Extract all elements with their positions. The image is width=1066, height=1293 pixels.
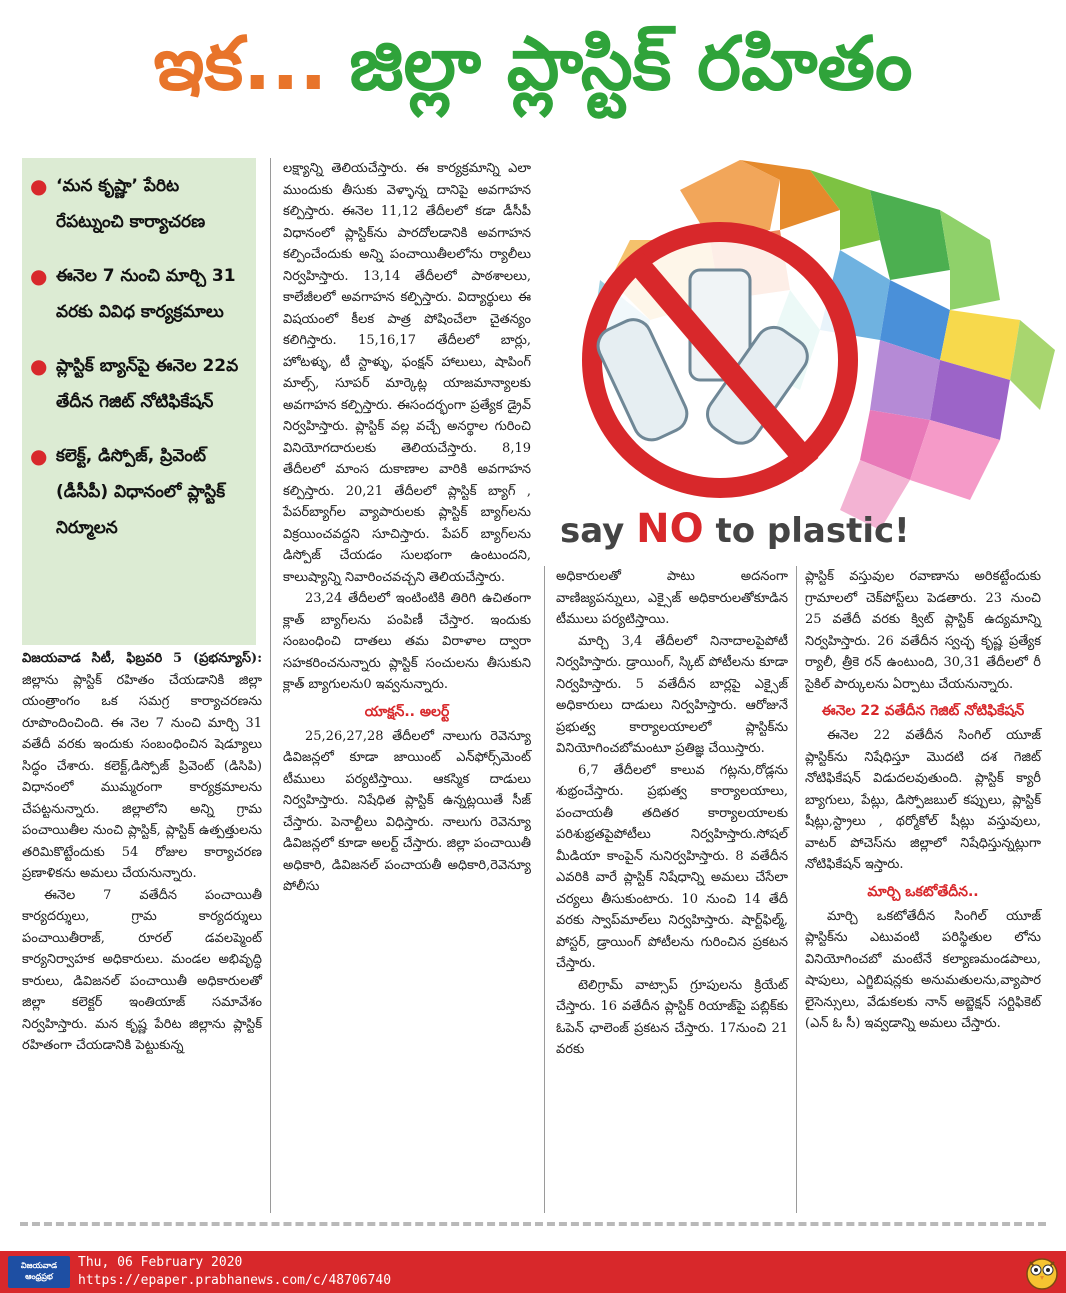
newspaper-logo — [8, 1256, 70, 1288]
logo-title: ఆంధ్రప్రభ — [25, 1272, 53, 1281]
say-no-slogan — [560, 506, 910, 552]
article-paragraph: ఈనెల 22 వతేదీన సింగిల్ యూజ్ ప్లాస్టిక్‌ను నిషేధిస్తూ మొదటి దశ గెజిట్ నోటిఫికేషన్ విడుదలవుతుంది. ప్లాస్టిక్ క్యారీ బ్యాగులు, పేట్లు, డిస్పోజబుల్ కప్పులు, ప్లాస్టిక్ షీట్లు,స్ట్రాలు , థర్మోకోల్ షీట్లు వస్తువులు, వాటర్ పోచెస్‌ను జిల్లాలో నిషేధిస్తున్నట్లుగా నోటిఫికేషన్ ఇస్తారు. — [805, 728, 1041, 872]
district-map-icon — [540, 150, 1060, 560]
column-divider — [796, 566, 797, 1213]
highlight-item — [30, 438, 250, 546]
subheading: మార్చి ఒకటోతేదీన.. — [867, 883, 979, 900]
highlight-text: ప్లాస్టిక్ బ్యాన్‌పై ఈనెల 22వ తేదీన గెజిట్ నోటిఫికేషన్ — [56, 356, 239, 412]
article-paragraph — [22, 648, 262, 885]
article-paragraph: 25,26,27,28 తేదీలలో నాలుగు రెవెన్యూ డివిజన్లలో కూడా జాయింట్ ఎన్‌ఫోర్స్‌మెంట్ టీములు పర్యటిస్తాయి. ఆకస్మిక దాడులు నిర్వహిస్తారు. నిషేధిత ప్లాస్టిక్ ఉన్నట్లయితే సీజ్ చేస్తారు. పెనాల్టీలు విధిస్తారు. నాలుగు రెవెన్యూ డివిజన్లలో కూడా అలర్ట్ చేస్తారు. జిల్లా పంచాయితీ అధికారి, డివిజనల్ పంచాయతీ అధికారి,రెవెన్యూ పోలీసు — [283, 728, 531, 894]
bullet-icon: ● — [30, 354, 48, 378]
headline-part1: ఇక... — [153, 21, 328, 107]
no-plastic-illustration — [540, 150, 1060, 560]
bullet-icon: ● — [30, 264, 48, 288]
article-paragraph: 6,7 తేదీలలో కాలువ గట్లను,రోడ్లను శుభ్రంచేస్తారు. ప్రభుత్వ కార్యాలయాలు, పంచాయతీ తదితర కార్యాలయాలకు పరిశుభ్రతపైపోటీలు నిర్వహిస్తారు.సోషల్ మీడియా కాంపైన్ నునిర్వహిస్తారు. 8 వతేదీన ఎవరికి వారే ప్లాస్టిక్ నిషేధాన్ని అమలు చేసేలా చర్యలు తీసుకుంటారు. 10 నుంచి 14 తేదీ వరకు స్వాప్‌మాల్‌లు నిర్వహిస్తారు. షార్ట్‌ఫిల్మ్, పోస్టర్, డ్రాయింగ్ పోటీలను గురించిన ప్రకటన చేస్తారు. — [556, 762, 788, 971]
bullet-icon: ● — [30, 174, 48, 198]
epaper-footer — [0, 1251, 1066, 1293]
page-end-rule — [20, 1222, 1046, 1226]
article-paragraph: ఈనెల 7 వతేదీన పంచాయితీ కార్యదర్శులు, గ్రామ కార్యదర్శులు పంచాయితీరాజ్, రూరల్ డవలప్మెంట్ కార్యనిర్వాహక అధికారులు. మండల అభివృద్ధి కారులు, డివిజనల్ పంచాయితీ అధికారులతో జిల్లా కలెక్టర్ ఇంతియాజ్ సమావేశం నిర్వహిస్తారు. మన కృష్ణ పేరిట జిల్లాను ప్లాస్టిక్ రహితంగా చేయడానికి పెట్టుకున్న — [22, 887, 262, 1053]
article-paragraph: టెలిగ్రామ్ వాట్సాప్ గ్రూపులను క్రియేట్ చేస్తారు. 16 వతేదీన ప్లాస్టిక్ రియాజ్‌పై పబ్లిక్‌కు ఓపెన్ ఛాలెంజ్ ప్రకటన చేస్తారు. 17నుంచి 21 వరకు — [556, 977, 788, 1057]
highlights-box — [22, 158, 256, 645]
column-divider — [544, 566, 545, 1213]
highlight-text: ‘మన కృష్ణా’ పేరిట రేపట్నుంచి కార్యాచరణ — [56, 176, 206, 232]
article-paragraph: లక్ష్యాన్ని తెలియచేస్తారు. ఈ కార్యక్రమాన్ని ఎలా ముందుకు తీసుకు వెళ్ళాన్న దానిపై అవగాహన కల్పిస్తారు. ఈనెల 11,12 తేదీలలో కడా డీసీపీ విధానంలో ప్లాస్టిక్‌ను పారదోలడానికి అవగాహన కల్పించేందుకు అన్ని పంచాయితీలలోను ర్యాలీలు నిర్వహిస్తారు. 13,14 తేదీలలో పాఠశాలలు, కాలేజీలలో అవగాహన కల్పిస్తారు. విద్యార్థులు ఈ విషయంలో కీలక పాత్ర పోషించేలా చైతన్యం కలిగిస్తారు. 15,16,17 తేదీలలో బార్లు, హోటళ్ళు, టీ స్టాళ్ళు, ఫంక్షన్ హాలులు, షాపింగ్ మాల్స్, సూపర్ మార్కెట్ల యాజమాన్యాలకు అవగాహన కల్పిస్తారు. ఈసందర్భంగా ప్రత్యేక డ్రైవ్ నిర్వహిస్తారు. ప్లాస్టిక్ వల్ల వచ్చే అనర్థాల గురించి వినియోగదారులకు తెలియచేస్తారు. 8,19 తేదీలలో మాంస దుకాణాల వారికి అవగాహన కల్పిస్తారు. 20,21 తేదీలలో ప్లాస్టిక్ బ్యాగ్ , పేపర్‌బ్యాగ్‌ల వ్యాపారులకు ప్లాస్టిక్ బ్యాగ్‌లను విక్రయించవద్దని సూచిస్తారు. పేపర్ బ్యాగ్‌లను డిస్పోజ్ చేయడం సులభంగా ఉంటుందని, కాలుష్యాన్ని నివారించవచ్చని తెలియచేస్తారు. — [283, 161, 531, 585]
highlight-text: ఈనెల 7 నుంచి మార్చి 31 వరకు వివిధ కార్యక్రమాలు — [56, 266, 236, 322]
highlight-item — [30, 168, 250, 240]
article-column-3 — [556, 566, 788, 1061]
slogan-no: NO — [636, 506, 704, 552]
slogan-post: to plastic! — [703, 511, 910, 551]
headline-part2: జిల్లా ప్లాస్టిక్ రహితం — [349, 21, 913, 107]
highlight-text: కలెక్ట్, డిస్పోజ్, ప్రివెంట్ (డీసీపీ) విధానంలో ప్లాస్టిక్ నిర్మూలన — [56, 446, 226, 538]
article-paragraph: మార్చి ఒకటోతేదీన సింగిల్ యూజ్ ప్లాస్టిక్‌ను ఎటువంటి పరిస్థితుల లోను వినియోగించబో మంటేనే కల్యాణమండపాలు, షాపులు, ఎగ్జిబిషన్లకు అనుమతులను,వ్యాపార లైసెన్సులు, వేడుకలకు నాన్ అబ్జెక్షన్ సర్టిఫికెట్ (ఎన్ ఓ సీ) ఇవ్వడాన్ని అమలు చేస్తారు. — [805, 908, 1041, 1031]
footer-url[interactable]: https://epaper.prabhanews.com/c/48706740 — [78, 1273, 392, 1288]
highlight-item — [30, 258, 250, 330]
footer-meta — [78, 1254, 391, 1290]
article-paragraph: 23,24 తేదీలలో ఇంటింటికి తిరిగి ఉచితంగా క్లాత్ బ్యాగ్‌లను పంపిణీ చేస్తార. ఇందుకు సంబంధించి దాతలు తమ విరాళాల ద్వారా సహకరించనున్నారు ప్లాస్టిక్ సంచులను తీసుకుని క్లాత్ బ్యాగులను0 ఇవ్వనున్నారు. — [283, 591, 531, 692]
logo-edition: విజయవాడ — [20, 1261, 58, 1270]
article-paragraph: మార్చి 3,4 తేదీలలో నినాదాలపైపోటీ నిర్వహిస్తారు. డ్రాయింగ్, స్కిట్ పోటీలను కూడా నిర్వహిస్తారు. 5 వతేదీన బార్లపై ఎక్సైజ్ అధికారులు దాడులు నిర్వహిస్తారు. ఆరోజునే ప్రభుత్వ కార్యాలయాలలో ప్లాస్టిక్‌ను వినియోగించబోమంటూ ప్రతిజ్ఞ చేయిస్తారు. — [556, 633, 788, 756]
article-column-4 — [805, 566, 1041, 1035]
slogan-pre: say — [560, 511, 637, 551]
footer-date: Thu, 06 February 2020 — [78, 1255, 243, 1270]
article-paragraph: అధికారులతో పాటు అదనంగా వాణిజ్యపన్నులు, ఎక్సైజ్ అధికారులతోకూడిన టీములు పర్యటిస్తాయి. — [556, 569, 788, 627]
headline — [0, 0, 1066, 128]
article-paragraph: ప్లాస్టిక్ వస్తువుల రవాణాను అరికట్టేందుకు గ్రామాలలో చెక్‌పోస్ట్‌లు పెడతారు. 23 నుంచి 25 వతేదీ వరకు క్విట్ ప్లాస్టిక్ ఉద్యమాన్ని నిర్వహిస్తారు. 26 వతేదీన స్వచ్ఛ కృష్ణ ప్రత్యేక ర్యాలీ, త్రీకె రన్ ఉంటుంది, 30,31 తేదీలలో రీ సైకిల్ పార్కులను ఏర్పాటు చేయనున్నారు. — [805, 569, 1041, 692]
highlight-item — [30, 348, 250, 420]
owl-icon — [1024, 1254, 1060, 1290]
article-column-1 — [22, 648, 262, 1057]
paragraph-text: జిల్లాను ప్లాస్టిక్ రహితం చేయడానికి జిల్లా యంత్రాంగం ఒక సమగ్ర కార్యాచరణను రూపొందించింది. ఈ నెల 7 నుంచి మార్చి 31 వతేదీ వరకు ఇందుకు సంబంధించిన షెడ్యూలు సిద్ధం చేశారు. కలెక్ట్,డిస్పోజ్ ప్రివెంట్ (డిసిపి) విధానంలో ముమ్మరంగా కార్యక్రమాలను చేపట్టనున్నారు. జిల్లాలోని అన్ని గ్రామ పంచాయితీల నుంచి ప్లాస్టిక్, ప్లాస్టిక్ ఉత్పత్తులను తరిమికొట్టేందుకు 54 రోజుల కార్యాచరణ ప్రణాళికను అమలు చేయనున్నారు. — [22, 672, 262, 881]
subheading: యాక్షన్.. అలర్ట్ — [364, 703, 450, 720]
subheading: ఈనెల 22 వతేదీన గెజిట్ నోటిఫికేషన్ — [821, 703, 1025, 719]
dateline: విజయవాడ సిటీ, ఫిబ్రవరి 5 (ప్రభన్యూస్): — [22, 651, 262, 666]
article-column-2 — [283, 158, 531, 898]
bullet-icon: ● — [30, 444, 48, 468]
column-divider — [270, 158, 271, 1213]
